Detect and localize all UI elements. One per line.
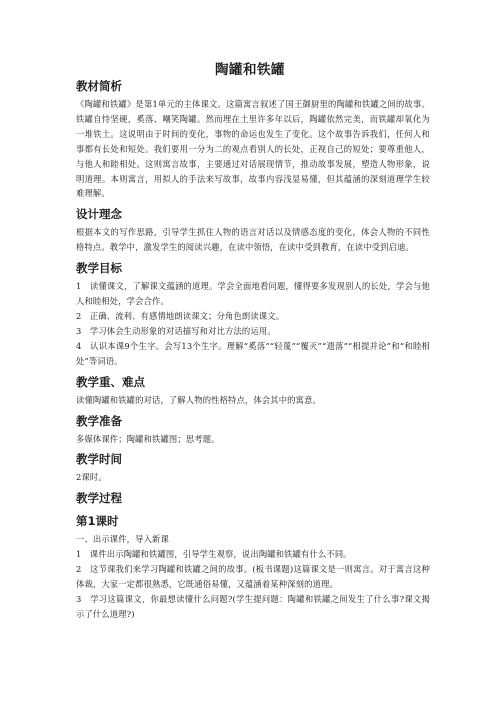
paragraph: 读懂陶罐和铁罐的对话，了解人物的性格特点，体会其中的寓意。 [76, 394, 321, 405]
section-design-concept [76, 206, 430, 255]
goal-item: 1 读懂课文，了解课文蕴涵的道理。学会全面地看问题，懂得要多发现别人的长处，学会与他人和睦相处，学会合作。 [76, 281, 430, 307]
paragraph: 根据本文的写作思路，引导学生抓住人物的语言对话以及情感态度的变化，体会人物的不同性格特点。教学中，激发学生的阅读兴趣，在读中领悟，在读中受到教育，在读中受到启迪。 [76, 227, 430, 253]
lesson-one [76, 513, 430, 621]
section-heading: 教学重、难点 [76, 374, 145, 389]
goal-item: 4 认识本课9个生字。会写13个生字。理解“奚落”“轻蔑”“覆灭”“遗落”“相提并论”和“和睦相处”等词语。 [76, 340, 430, 366]
step-item: 3 学习这篇课文，你最想读懂什么问题?(学生提问题：陶罐和铁罐之间发生了什么事?课文揭示了什么道理?) [76, 593, 430, 619]
section-teaching-process [76, 490, 430, 507]
section-heading: 设计理念 [76, 207, 122, 222]
section-key-points [76, 374, 430, 408]
section-teaching-goals [76, 260, 430, 368]
section-teaching-time [76, 451, 430, 485]
section-heading: 教材简析 [76, 79, 122, 93]
document-title: 陶罐和铁罐 [215, 62, 285, 78]
paragraph: 《陶罐和铁罐》是第1单元的主体课文。这篇寓言叙述了国王御厨里的陶罐和铁罐之间的故事。铁罐自恃坚硬，奚落、嘲笑陶罐。然而埋在土里许多年以后，陶罐依然完美，而铁罐却氧化为一堆铁土。这说明由于时间的变化，事物的命运也发生了变化。这个故事告诉我们，任何人和事都有长处和短处。我们要用一分为二的观点看别人的长处，正视自己的短处；要尊重他人，与他人和睦相处。这则寓言故事，主要通过对话展现情节，推动故事发展，塑造人物形象，说明道理。本则寓言，用拟人的手法来写故事，故事内容浅显易懂，但其蕴涵的深刻道理学生较难理解。 [76, 99, 430, 199]
section-heading: 教学时间 [76, 452, 122, 467]
paragraph: 2课时。 [76, 472, 107, 483]
section-heading: 教学目标 [76, 261, 122, 276]
step-title: 一、出示课件，导入新课 [76, 534, 169, 545]
document-body [76, 78, 430, 627]
section-heading: 教学准备 [76, 413, 122, 428]
section-heading: 教学过程 [76, 491, 122, 506]
section-preparation [76, 413, 430, 447]
section-textbook-analysis [76, 78, 430, 201]
lesson-heading: 第1课时 [76, 514, 119, 529]
goal-item: 3 学习体会生动形象的对话描写和对比方法的运用。 [76, 325, 276, 336]
step-item: 2 这节课我们来学习陶罐和铁罐之间的故事。(板书课题)这篇课文是一则寓言。对于寓言这种体裁，大家一定都很熟悉，它既通俗易懂，又蕴涵着某种深刻的道理。 [76, 564, 430, 590]
goal-item: 2 正确、流利、有感情地朗读课文；分角色朗读课文。 [76, 310, 285, 321]
step-item: 1 课件出示陶罐和铁罐图，引导学生观察，说出陶罐和铁罐有什么不同。 [76, 549, 352, 560]
paragraph: 多媒体课件；陶罐和铁罐图；思考题。 [76, 433, 220, 444]
